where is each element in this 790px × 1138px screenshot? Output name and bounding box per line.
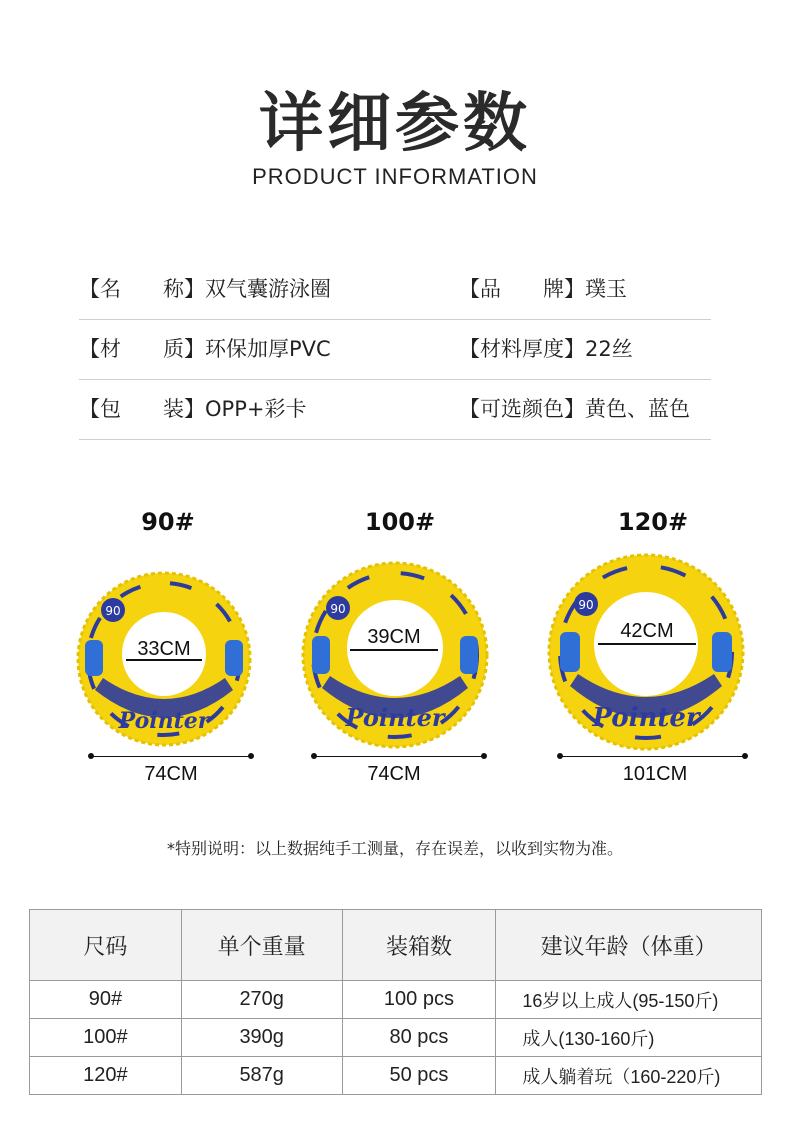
dim-dot [557, 753, 563, 759]
inner-diameter-line [598, 643, 696, 645]
ring-brand-text: Pointer [592, 703, 700, 733]
table-header: 尺码 [30, 910, 182, 981]
table-cell: 390g [181, 1019, 342, 1057]
table-cell: 成人(130-160斤) [496, 1019, 762, 1057]
size-label-120: 120# [617, 508, 689, 536]
outer-diameter-line [560, 756, 746, 757]
dim-dot [88, 753, 94, 759]
inner-diameter-line [350, 649, 438, 651]
table-header-row [30, 910, 762, 981]
outer-diameter-100: 74CM [367, 763, 421, 785]
dim-dot [481, 753, 487, 759]
spec-brand: 【品 牌】璞玉 [459, 277, 627, 301]
dim-dot [311, 753, 317, 759]
outer-diameter-line [90, 756, 252, 757]
table-row [30, 1057, 762, 1095]
ring-badge-text: 90 [330, 602, 346, 616]
ring-badge-text: 90 [105, 604, 121, 618]
table-header: 单个重量 [181, 910, 342, 981]
spec-row [79, 319, 711, 380]
table-cell: 587g [181, 1057, 342, 1095]
outer-diameter-120: 101CM [622, 763, 688, 785]
table-cell: 100 pcs [342, 981, 496, 1019]
table-cell: 120# [30, 1057, 182, 1095]
table-header: 建议年龄（体重） [496, 910, 762, 981]
inner-diameter-100: 39CM [367, 626, 421, 648]
table-cell: 成人躺着玩（160-220斤) [496, 1057, 762, 1095]
table-row [30, 981, 762, 1019]
measurement-note: *特别说明：以上数据纯手工测量，存在误差，以收到实物为准。 [166, 839, 623, 858]
size-label-100: 100# [364, 508, 436, 536]
page-subtitle: PRODUCT INFORMATION [252, 164, 538, 189]
table-cell: 80 pcs [342, 1019, 496, 1057]
dim-dot [742, 753, 748, 759]
table-cell: 90# [30, 981, 182, 1019]
inner-diameter-90: 33CM [137, 638, 191, 660]
spec-material: 【材 质】环保加厚PVC [79, 337, 331, 361]
swim-ring-100-image [300, 560, 490, 750]
spec-name: 【名 称】双气囊游泳圈 [79, 277, 331, 301]
table-cell: 270g [181, 981, 342, 1019]
table-cell: 16岁以上成人(95-150斤) [496, 981, 762, 1019]
page-title: 详细参数 [259, 87, 531, 161]
swim-ring-120-image [546, 552, 746, 752]
ring-brand-text: Pointer [345, 703, 445, 732]
dim-dot [248, 753, 254, 759]
spec-row [79, 259, 711, 320]
spec-colors: 【可选颜色】黄色、蓝色 [459, 397, 690, 421]
outer-diameter-line [313, 756, 485, 757]
spec-row [79, 379, 711, 440]
table-header: 装箱数 [342, 910, 496, 981]
table-cell: 50 pcs [342, 1057, 496, 1095]
ring-brand-text: Pointer [118, 708, 210, 734]
table-cell: 100# [30, 1019, 182, 1057]
parameter-table [29, 909, 762, 1095]
size-label-90: 90# [141, 508, 195, 536]
inner-diameter-120: 42CM [620, 620, 674, 642]
outer-diameter-90: 74CM [144, 763, 198, 785]
spec-thickness: 【材料厚度】22丝 [459, 337, 633, 361]
ring-badge-text: 90 [578, 598, 594, 612]
table-row [30, 1019, 762, 1057]
spec-packaging: 【包 装】OPP+彩卡 [79, 397, 307, 421]
